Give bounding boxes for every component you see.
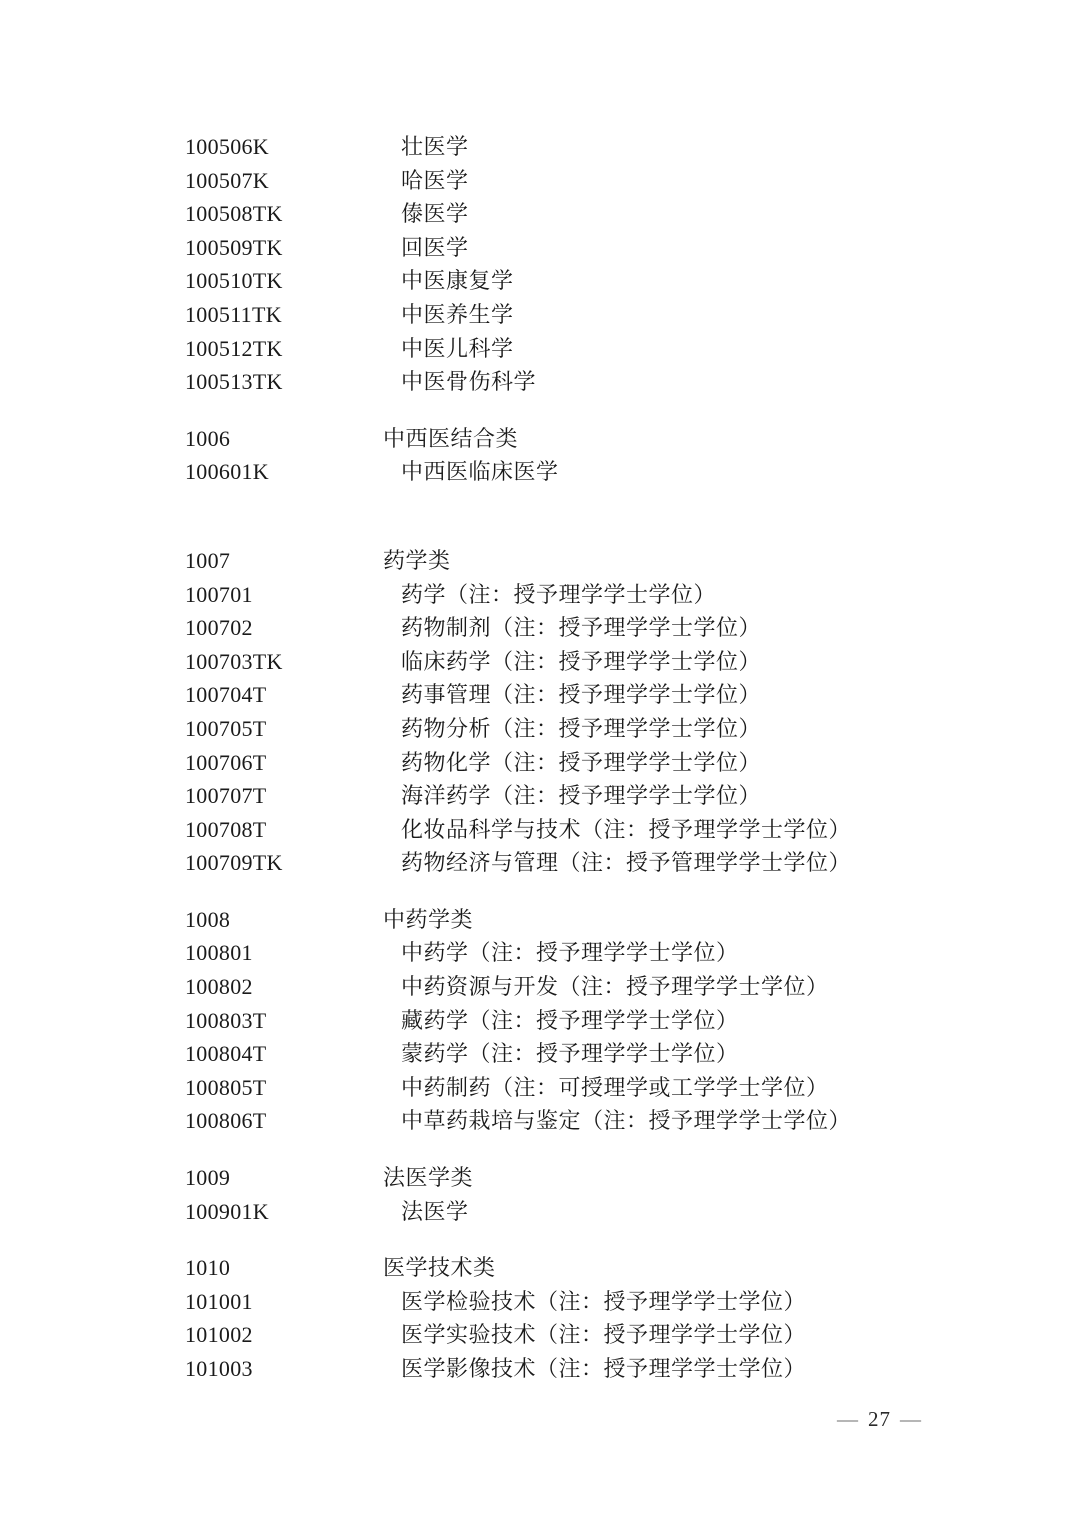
- major-row: [185, 846, 1020, 880]
- category-row: [185, 903, 1020, 937]
- major-name: 药物化学（注：授予理学学士学位）: [401, 749, 762, 775]
- category-name: 药学类: [383, 547, 451, 573]
- major-code: 100509TK: [185, 234, 283, 260]
- category-name: 中西医结合类: [383, 425, 519, 451]
- major-row: [185, 365, 1020, 399]
- major-code: 100702: [185, 615, 253, 641]
- page-number-dash-left: —: [837, 1407, 859, 1431]
- major-code: 100708T: [185, 816, 267, 842]
- major-row: [185, 813, 1020, 847]
- major-category-section: [185, 422, 1020, 489]
- major-name: 中西医临床医学: [401, 459, 559, 485]
- major-row: [185, 130, 1020, 164]
- major-name: 药事管理（注：授予理学学士学位）: [401, 682, 762, 708]
- major-row: [185, 1352, 1020, 1386]
- major-row: [185, 578, 1020, 612]
- major-code: 100901K: [185, 1198, 269, 1224]
- major-row: [185, 197, 1020, 231]
- major-row: [185, 298, 1020, 332]
- category-row: [185, 1161, 1020, 1195]
- major-category-section: [185, 1251, 1020, 1385]
- major-name: 中药资源与开发（注：授予理学学士学位）: [401, 974, 829, 1000]
- major-row: [185, 231, 1020, 265]
- page-number-dash-right: —: [900, 1407, 922, 1431]
- major-code: 101002: [185, 1322, 253, 1348]
- major-category-section: [185, 903, 1020, 1138]
- category-code: 1009: [185, 1165, 231, 1191]
- major-code: 100804T: [185, 1041, 267, 1067]
- category-name: 中药学类: [383, 906, 474, 932]
- major-name: 藏药学（注：授予理学学士学位）: [401, 1007, 739, 1033]
- major-code: 100806T: [185, 1108, 267, 1134]
- major-code: 100508TK: [185, 201, 283, 227]
- major-name: 医学影像技术（注：授予理学学士学位）: [401, 1356, 807, 1381]
- major-name: 医学检验技术（注：授予理学学士学位）: [401, 1288, 807, 1314]
- major-name: 临床药学（注：授予理学学士学位）: [401, 648, 762, 674]
- category-row: [185, 422, 1020, 456]
- major-category-section: [185, 1161, 1020, 1228]
- major-name: 药物制剂（注：授予理学学士学位）: [401, 615, 762, 641]
- major-code: 101003: [185, 1356, 253, 1381]
- major-code: 100707T: [185, 783, 267, 809]
- category-code: 1006: [185, 425, 231, 451]
- category-code: 1008: [185, 906, 231, 932]
- major-row: [185, 779, 1020, 813]
- major-code: 100510TK: [185, 268, 283, 294]
- major-code: 101001: [185, 1288, 253, 1314]
- major-row: [185, 332, 1020, 366]
- major-name: 海洋药学（注：授予理学学士学位）: [401, 783, 762, 809]
- major-name: 中医养生学: [401, 301, 514, 327]
- major-row: [185, 455, 1020, 489]
- major-code: 100709TK: [185, 850, 283, 876]
- major-row: [185, 1318, 1020, 1352]
- major-row: [185, 264, 1020, 298]
- category-name: 法医学类: [383, 1165, 474, 1191]
- major-row: [185, 746, 1020, 780]
- major-name: 中医康复学: [401, 268, 514, 294]
- major-code: 100511TK: [185, 301, 282, 327]
- major-code: 100507K: [185, 167, 269, 193]
- major-row: [185, 936, 1020, 970]
- major-code: 100513TK: [185, 369, 283, 395]
- major-name: 中药制药（注：可授理学或工学学士学位）: [401, 1074, 829, 1100]
- major-code: 100802: [185, 974, 253, 1000]
- major-code: 100506K: [185, 134, 269, 159]
- major-name: 傣医学: [401, 201, 469, 227]
- major-code: 100703TK: [185, 648, 283, 674]
- major-name: 药物分析（注：授予理学学士学位）: [401, 715, 762, 741]
- major-name: 药学（注：授予理学学士学位）: [401, 581, 717, 607]
- category-code: 1010: [185, 1255, 231, 1281]
- major-row: [185, 164, 1020, 198]
- major-name: 哈医学: [401, 167, 469, 193]
- major-code: 100701: [185, 581, 253, 607]
- major-row: [185, 678, 1020, 712]
- major-name: 中药学（注：授予理学学士学位）: [401, 940, 739, 966]
- major-name: 药物经济与管理（注：授予管理学学士学位）: [401, 850, 852, 876]
- major-code: 100705T: [185, 715, 267, 741]
- major-code: 100801: [185, 940, 253, 966]
- major-name: 化妆品科学与技术（注：授予理学学士学位）: [401, 816, 852, 842]
- major-category-section: [185, 130, 1020, 399]
- major-name: 中医骨伤科学: [401, 369, 537, 395]
- category-row: [185, 1251, 1020, 1285]
- category-name: 医学技术类: [383, 1255, 496, 1281]
- major-code: 100805T: [185, 1074, 267, 1100]
- major-code: 100601K: [185, 459, 269, 485]
- major-row: [185, 1285, 1020, 1319]
- major-code: 100706T: [185, 749, 267, 775]
- major-name: 壮医学: [401, 134, 469, 159]
- major-row: [185, 645, 1020, 679]
- major-name: 法医学: [401, 1198, 469, 1224]
- major-name: 中医儿科学: [401, 335, 514, 361]
- major-code: 100512TK: [185, 335, 283, 361]
- major-row: [185, 1071, 1020, 1105]
- major-row: [185, 611, 1020, 645]
- major-row: [185, 1037, 1020, 1071]
- page-footer: [828, 1407, 931, 1432]
- major-name: 蒙药学（注：授予理学学士学位）: [401, 1041, 739, 1067]
- major-row: [185, 1195, 1020, 1229]
- major-name: 中草药栽培与鉴定（注：授予理学学士学位）: [401, 1108, 852, 1134]
- major-code: 100704T: [185, 682, 267, 708]
- major-row: [185, 712, 1020, 746]
- major-row: [185, 970, 1020, 1004]
- major-code: 100803T: [185, 1007, 267, 1033]
- page-number: 27: [868, 1407, 891, 1431]
- major-code-list: [185, 130, 1020, 1386]
- major-category-section: [185, 544, 1020, 880]
- category-row: [185, 544, 1020, 578]
- major-row: [185, 1104, 1020, 1138]
- major-row: [185, 1004, 1020, 1038]
- category-code: 1007: [185, 547, 231, 573]
- major-name: 医学实验技术（注：授予理学学士学位）: [401, 1322, 807, 1348]
- major-name: 回医学: [401, 234, 469, 260]
